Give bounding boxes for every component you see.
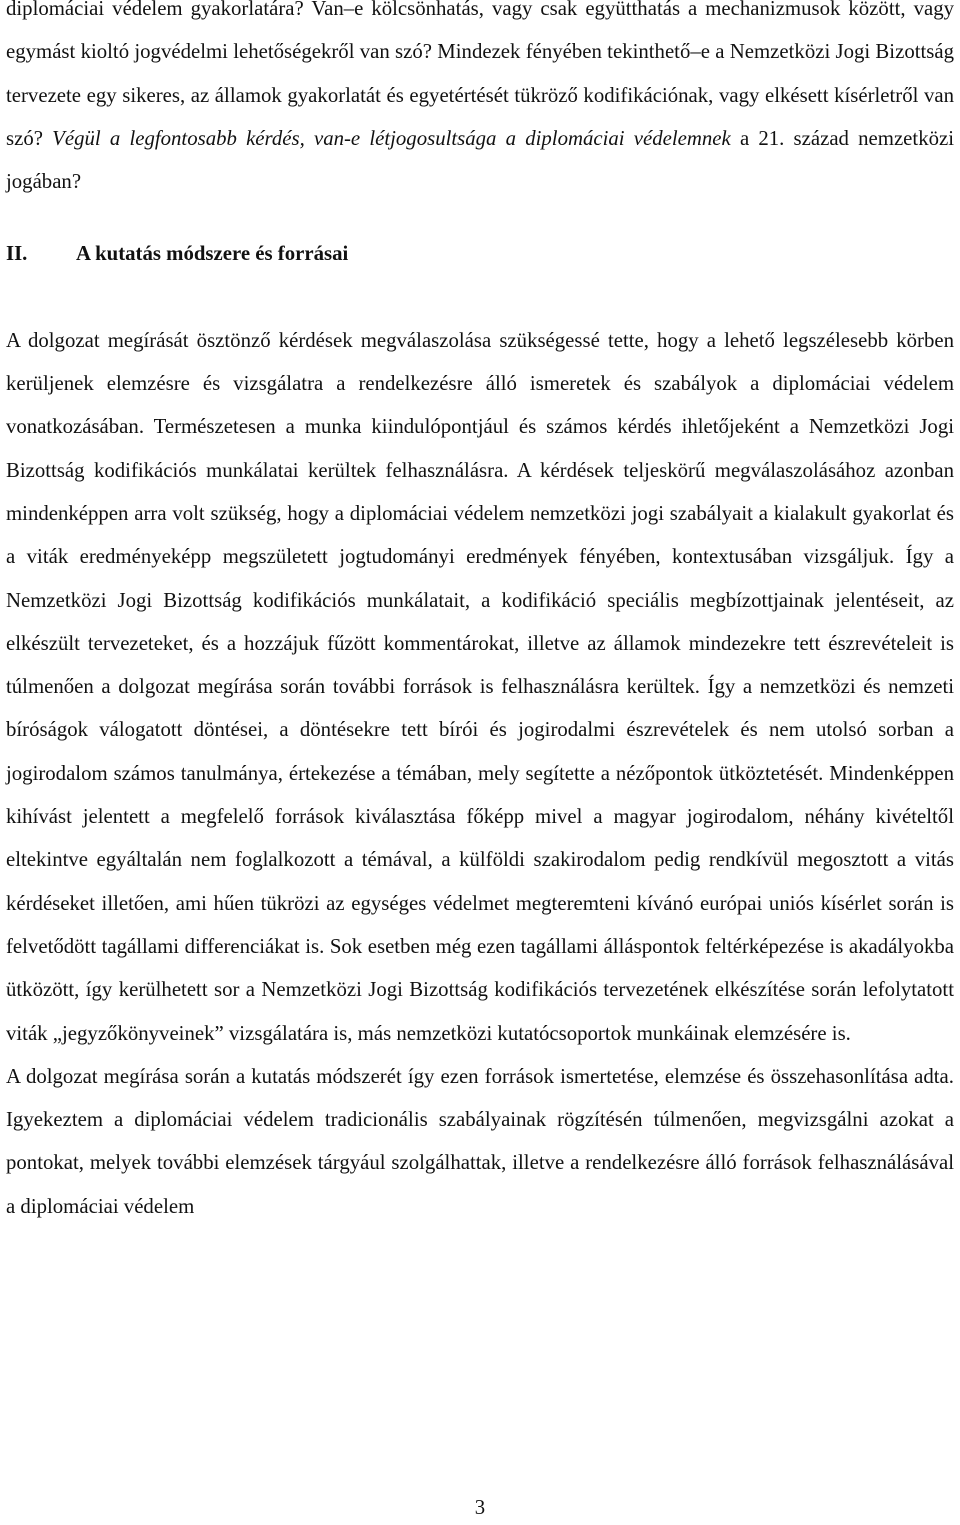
intro-paragraph <box>6 0 954 203</box>
section-number: II. <box>6 242 28 266</box>
intro-text-b: a 21. század nemzetközi jogában? <box>6 126 955 194</box>
page-number: 3 <box>474 1496 486 1519</box>
body-paragraph-1: A dolgozat megírását ösztönző kérdések megválaszolása szükségessé tette, hogy a lehető legszélesebb körben kerüljenek elemzésre és vizsgálatra a rendelkezésre álló ismeretek és szabályok a diplomáciai védelem vonatkozásában. Természetesen a munka kiindulópontjául és számos kérdés ihletőjeként a Nemzetközi Jogi Bizottság kodifikációs munkálatai kerültek felhasználásra. A kérdések teljeskörű megválaszolásához azonban mindenképpen arra volt szükség, hogy a diplomáciai védelem nemzetközi jogi szabályait a kialakult gyakorlat és a viták eredményeképp megszületett jogtudományi eredmények fényében, kontextusában vizsgáljuk. Így a Nemzetközi Jogi Bizottság kodifikációs munkálatait, a kodifikáció speciális megbízottjainak jelentéseit, az elkészült tervezeteket, és a hozzájuk fűzött kommentárokat, illetve az államok mindezekre tett észrevételeit is túlmenően a dolgozat megírása során további források is felhasználásra kerültek. Így a nemzetközi és nemzeti bíróságok válogatott döntései, a döntésekre tett bírói és jogirodalmi észrevételek és nem utolsó sorban a jogirodalom számos tanulmánya, értekezése a témában, mely segítette a nézőpontok ütköztetését. Mindenképpen kihívást jelentett a megfelelő források kiválasztása főképp mivel a magyar jogirodalom, néhány kivételtől eltekintve egyáltalán nem foglalkozott a témával, a külföldi szakirodalom pedig rendkívül megosztott a vitás kérdéseket illetően, ami hűen tükrözi az egységes védelmet megteremteni kívánó európai uniós kísérlet során is felvetődött tagállami differenciákat is. Sok esetben még ezen tagállami álláspontok feltérképezése is akadályokba ütközött, így kerülhetett sor a Nemzetközi Jogi Bizottság kodifikációs tervezetének elkészítése során lefolytatott viták „jegyzőkönyveinek” vizsgálatára is, más nemzetközi kutatócsoportok munkáinak elemzésére is. <box>6 328 954 1045</box>
intro-text-italic: Végül a legfontosabb kérdés, van-e létjogosultsága a diplomáciai védelemnek <box>52 126 731 150</box>
section-heading <box>6 232 954 275</box>
document-page <box>6 0 954 1228</box>
section-title: A kutatás módszere és forrásai <box>76 242 349 266</box>
intro-text-a: diplomáciai védelem gyakorlatára? Van–e kölcsönhatás, vagy csak együtthatás a mechanizmusok között, vagy egymást kioltó jogvédelmi lehetőségekről van szó? Mindezek fényében tekinthető–e a Nemzetközi Jogi Bizottság tervezete egy sikeres, az államok gyakorlatát és egyetértését tükröző kodifikációnak, vagy elkésett kísérletről van szó? <box>6 0 954 150</box>
body-paragraph-2: A dolgozat megírása során a kutatás módszerét így ezen források ismertetése, elemzése és összehasonlítása adta. Igyekeztem a diplomáciai védelem tradicionális szabályainak rögzítésén túlmenően, megvizsgálni azokat a pontokat, melyek további elemzések tárgyául szolgálhattak, illetve a rendelkezésre álló források felhasználásával a diplomáciai védelem <box>6 1064 954 1218</box>
